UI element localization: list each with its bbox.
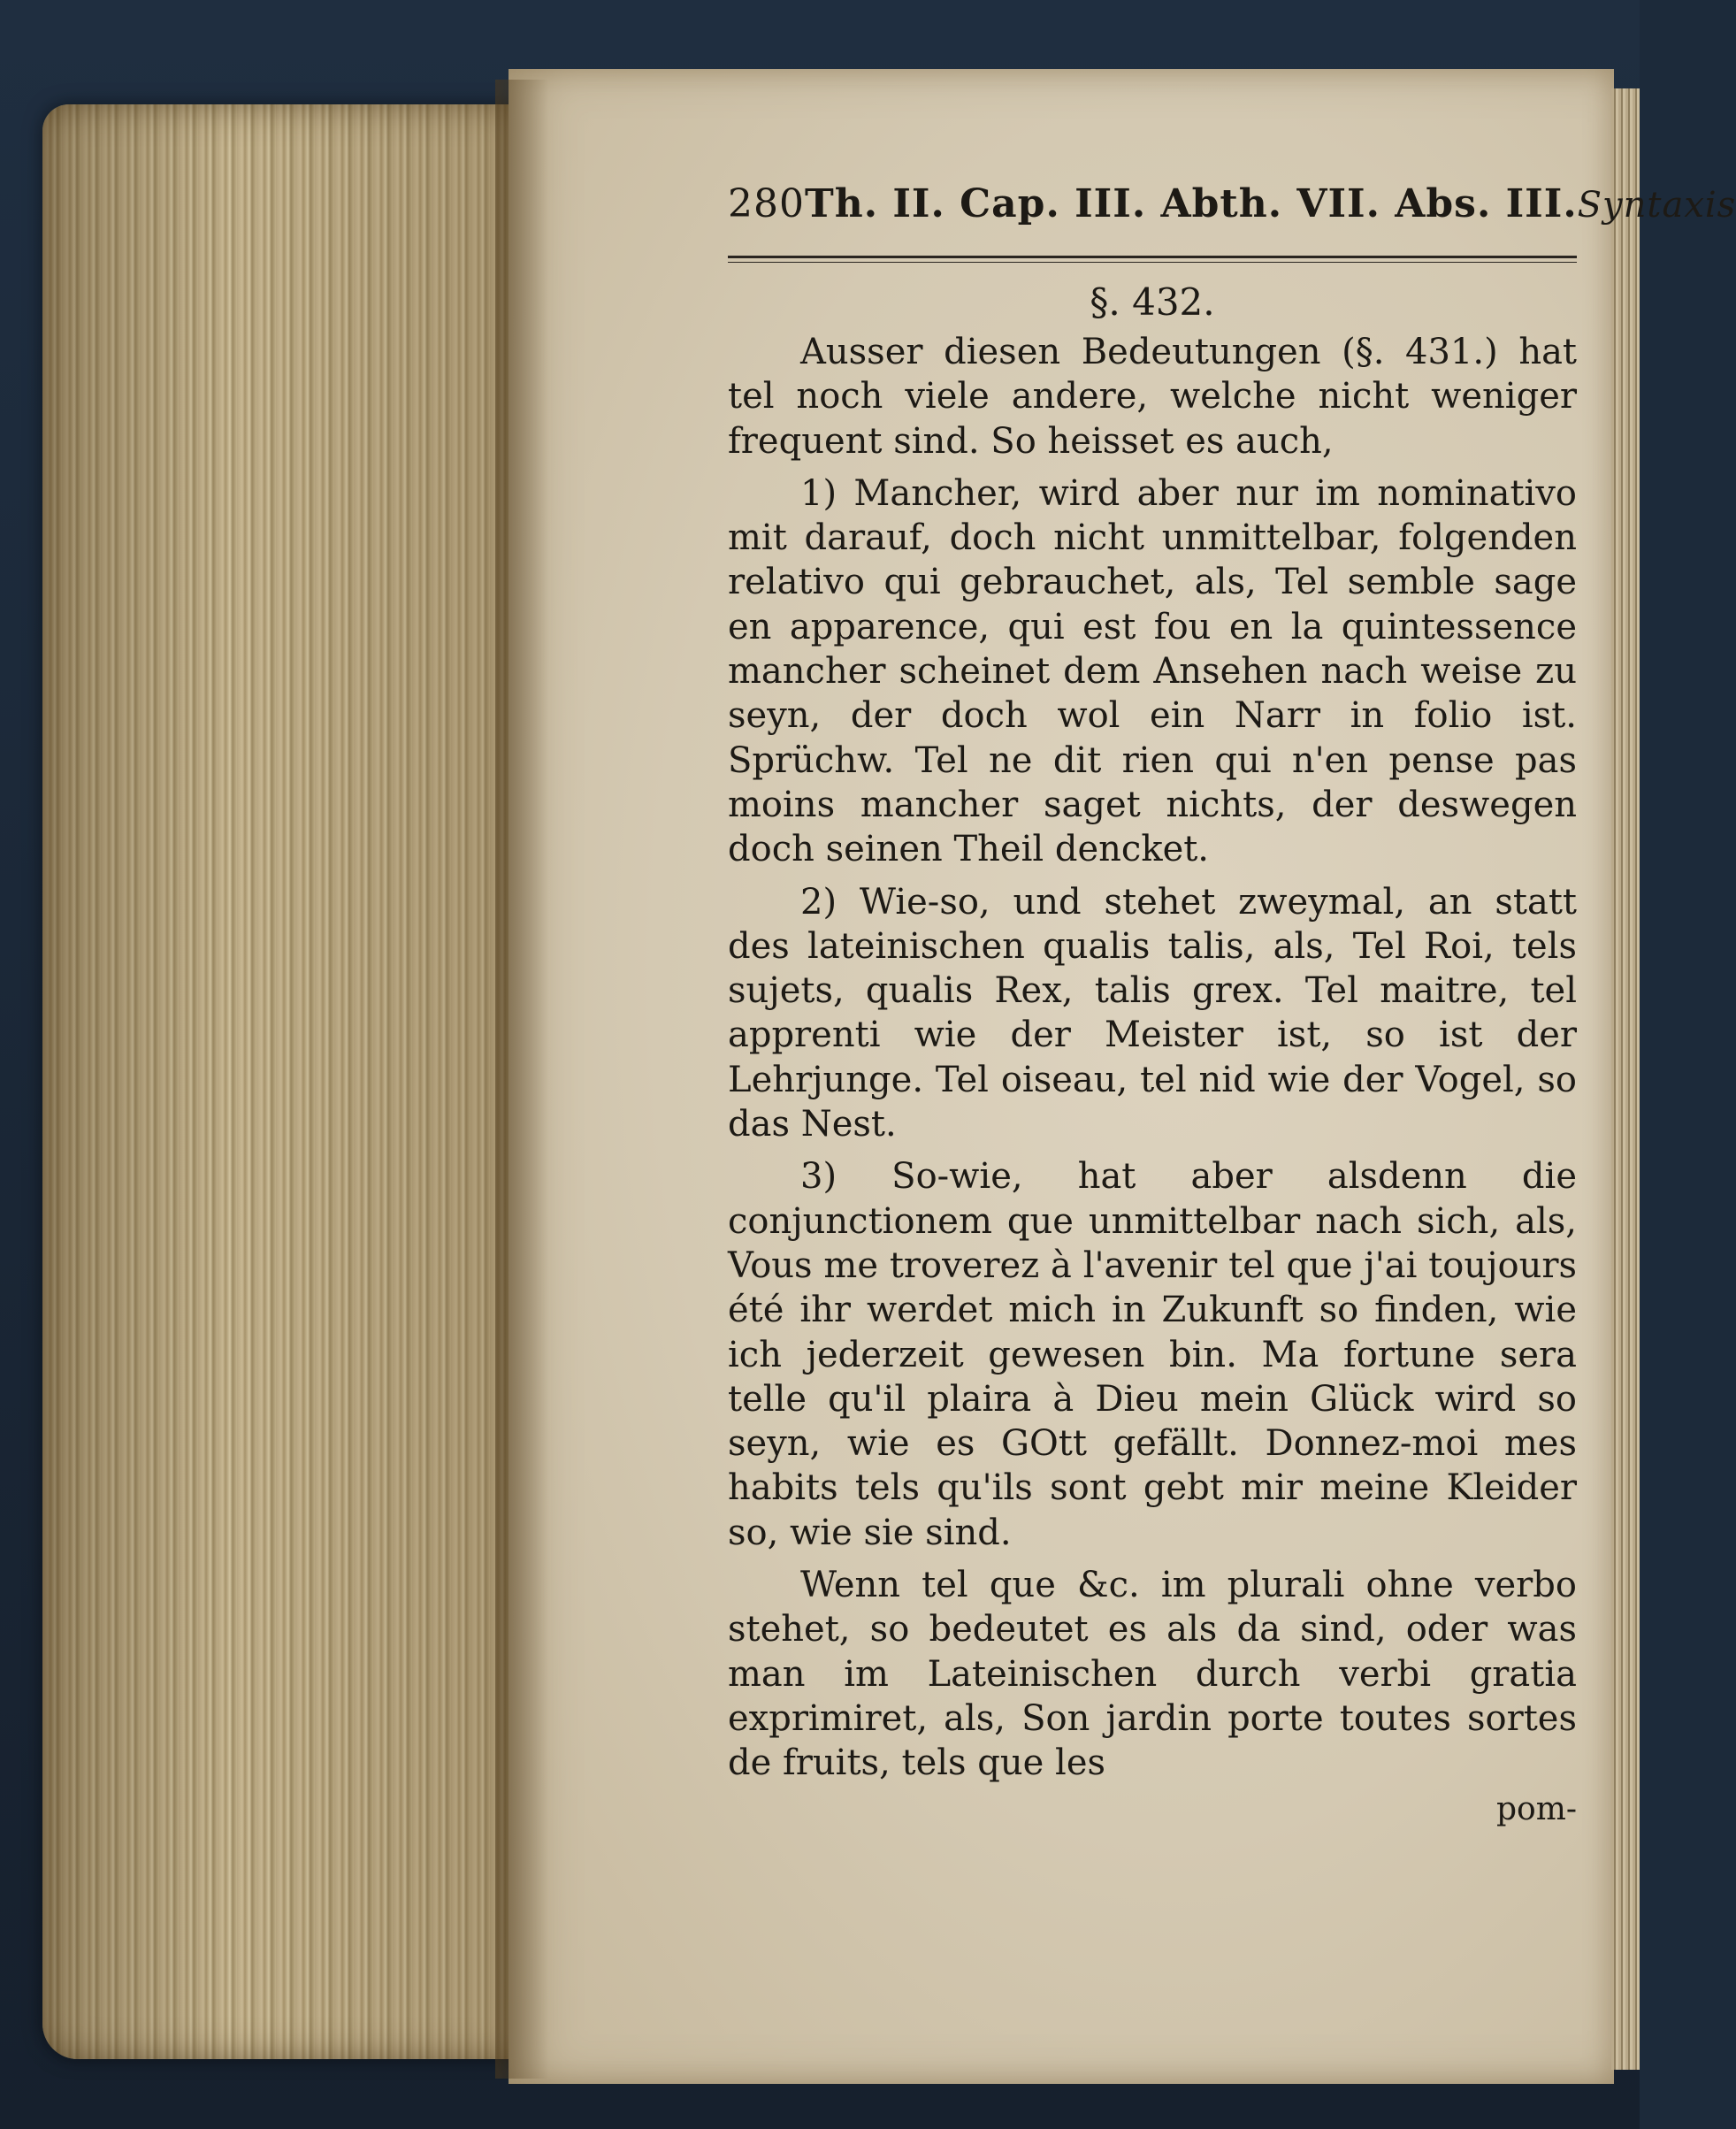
page-text-block [728,181,1736,1827]
paragraph-plural-usage: Wenn tel que &c. im plurali ohne verbo stehet, so bedeutet es als da sind, oder was man im Lateinischen durch verbi gratia exprimiret, als, Son jardin porte toutes sortes de fruits, tels que les [728,1565,1577,1784]
page-gutter-shadow [495,80,548,2079]
page-number: 280 [728,181,805,226]
running-title: Th. II. Cap. III. Abth. VII. Abs. III. [804,181,1578,226]
running-header [728,181,1736,233]
book-fore-edge [42,104,520,2059]
header-rule [728,256,1577,263]
paragraph-item-3: 3) So-wie, hat aber alsdenn die conjunctionem que unmittelbar nach sich, als, Vous me troverez à l'avenir tel que j'ai toujours été ihr werdet mich in Zukunft so finden, wie ich jederzeit gewesen bin. Ma fortune sera telle qu'il plaira à Dieu mein Glück wird so seyn, wie es GOtt gefällt. Donnez-moi mes habits tels qu'ils sont gebt mir meine Kleider so, wie sie sind. [728,1156,1577,1553]
right-page-edges [1611,88,1640,2070]
paragraph-item-2: 2) Wie-so, und stehet zweymal, an statt des lateinischen qualis talis, als, Tel Roi, tels sujets, qualis Rex, talis grex. Tel maitre, tel apprenti wie der Meister ist, so ist der Lehrjunge. Tel oiseau, tel nid wie der Vogel, so das Nest. [728,881,1577,1145]
section-heading: §. 432. [1090,280,1215,324]
section-label: Syntaxis [1577,185,1736,226]
paragraph-item-1: 1) Mancher, wird aber nur im nominativo mit darauf, doch nicht unmittelbar, folgenden relativo qui gebrauchet, als, Tel semble sage en apparence, qui est fou en la quintessence mancher scheinet dem Ansehen nach weise zu seyn, der doch wol ein Narr in folio ist. Sprüchw. Tel ne dit rien qui n'en pense pas moins mancher saget nichts, der deswegen doch seinen Theil dencket. [728,472,1577,870]
catchword: pom- [1495,1790,1577,1827]
paragraph-intro: Ausser diesen Bedeutungen (§. 431.) hat tel noch viele andere, welche nicht weniger frequent sind. So heisset es auch, [728,332,1577,462]
